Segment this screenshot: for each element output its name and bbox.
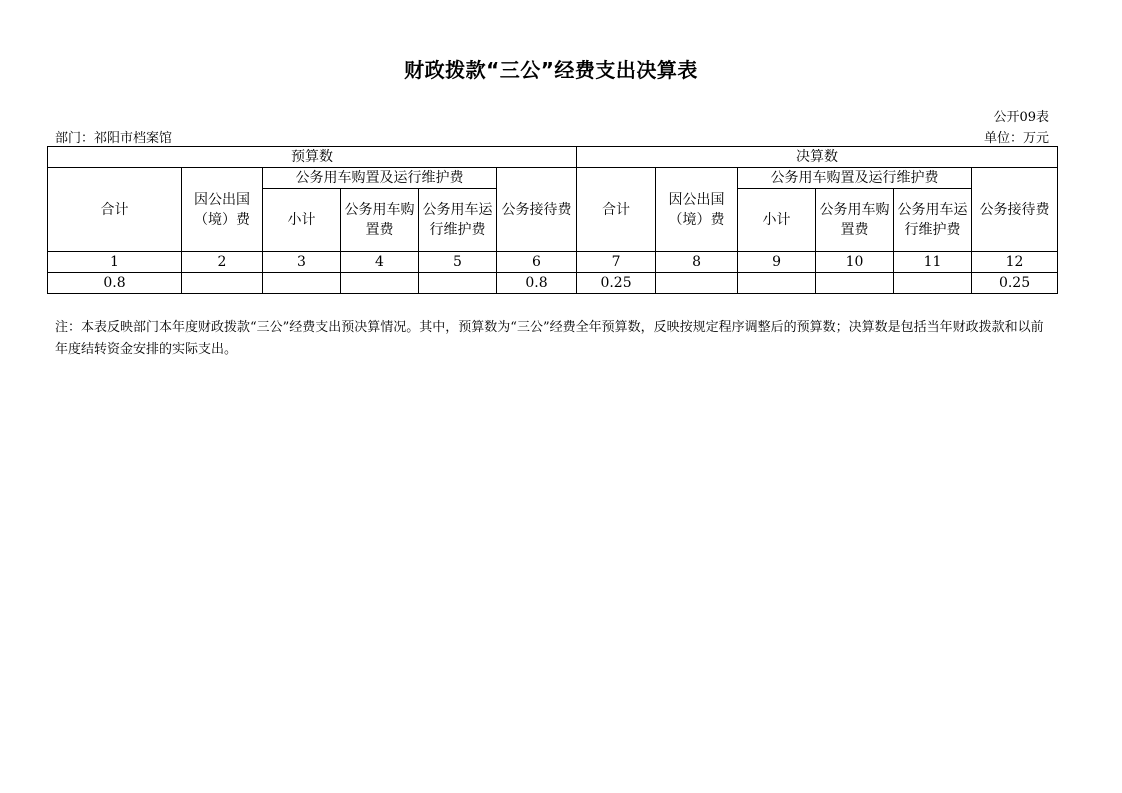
value-cell bbox=[738, 273, 816, 294]
final-subtotal-header: 小计 bbox=[738, 189, 816, 252]
index-cell: 7 bbox=[577, 252, 656, 273]
budget-vehicle-group-header: 公务用车购置及运行维护费 bbox=[263, 168, 497, 189]
form-number: 公开09表 bbox=[993, 110, 1049, 125]
index-cell: 11 bbox=[894, 252, 972, 273]
index-cell: 4 bbox=[341, 252, 419, 273]
final-vehicle-purchase-header: 公务用车购置费 bbox=[816, 189, 894, 252]
value-cell: 0.8 bbox=[48, 273, 182, 294]
value-row bbox=[48, 273, 1058, 294]
index-cell: 2 bbox=[182, 252, 263, 273]
final-abroad-header: 因公出国（境）费 bbox=[656, 168, 738, 252]
index-row bbox=[48, 252, 1058, 273]
value-cell bbox=[341, 273, 419, 294]
final-header: 决算数 bbox=[577, 147, 1058, 168]
value-cell bbox=[419, 273, 497, 294]
unit-label: 单位：万元 bbox=[983, 131, 1049, 146]
page-title: 财政拨款“三公”经费支出决算表 bbox=[404, 58, 698, 82]
index-cell: 10 bbox=[816, 252, 894, 273]
value-cell: 0.8 bbox=[497, 273, 577, 294]
final-total-header: 合计 bbox=[577, 168, 656, 252]
budget-subtotal-header: 小计 bbox=[263, 189, 341, 252]
index-cell: 3 bbox=[263, 252, 341, 273]
value-cell bbox=[656, 273, 738, 294]
budget-vehicle-operation-header: 公务用车运行维护费 bbox=[419, 189, 497, 252]
budget-total-header: 合计 bbox=[48, 168, 182, 252]
final-reception-header: 公务接待费 bbox=[972, 168, 1058, 252]
final-vehicle-operation-header: 公务用车运行维护费 bbox=[894, 189, 972, 252]
final-vehicle-group-header: 公务用车购置及运行维护费 bbox=[738, 168, 972, 189]
budget-vehicle-purchase-header: 公务用车购置费 bbox=[341, 189, 419, 252]
index-cell: 8 bbox=[656, 252, 738, 273]
budget-reception-header: 公务接待费 bbox=[497, 168, 577, 252]
index-cell: 12 bbox=[972, 252, 1058, 273]
footnote: 注：本表反映部门本年度财政拨款“三公”经费支出预决算情况。其中，预算数为“三公”经费全年预算数，反映按规定程序调整后的预算数；决算数是包括当年财政拨款和以前年度结转资金安排的实际支出。 bbox=[55, 320, 1044, 357]
value-cell: 0.25 bbox=[972, 273, 1058, 294]
index-cell: 1 bbox=[48, 252, 182, 273]
value-cell bbox=[894, 273, 972, 294]
index-cell: 5 bbox=[419, 252, 497, 273]
budget-abroad-header: 因公出国（境）费 bbox=[182, 168, 263, 252]
value-cell bbox=[182, 273, 263, 294]
department-label: 部门：祁阳市档案馆 bbox=[55, 131, 173, 146]
index-cell: 9 bbox=[738, 252, 816, 273]
budget-header: 预算数 bbox=[48, 147, 577, 168]
index-cell: 6 bbox=[497, 252, 577, 273]
value-cell bbox=[263, 273, 341, 294]
expenditure-table bbox=[47, 146, 1058, 294]
value-cell: 0.25 bbox=[577, 273, 656, 294]
value-cell bbox=[816, 273, 894, 294]
